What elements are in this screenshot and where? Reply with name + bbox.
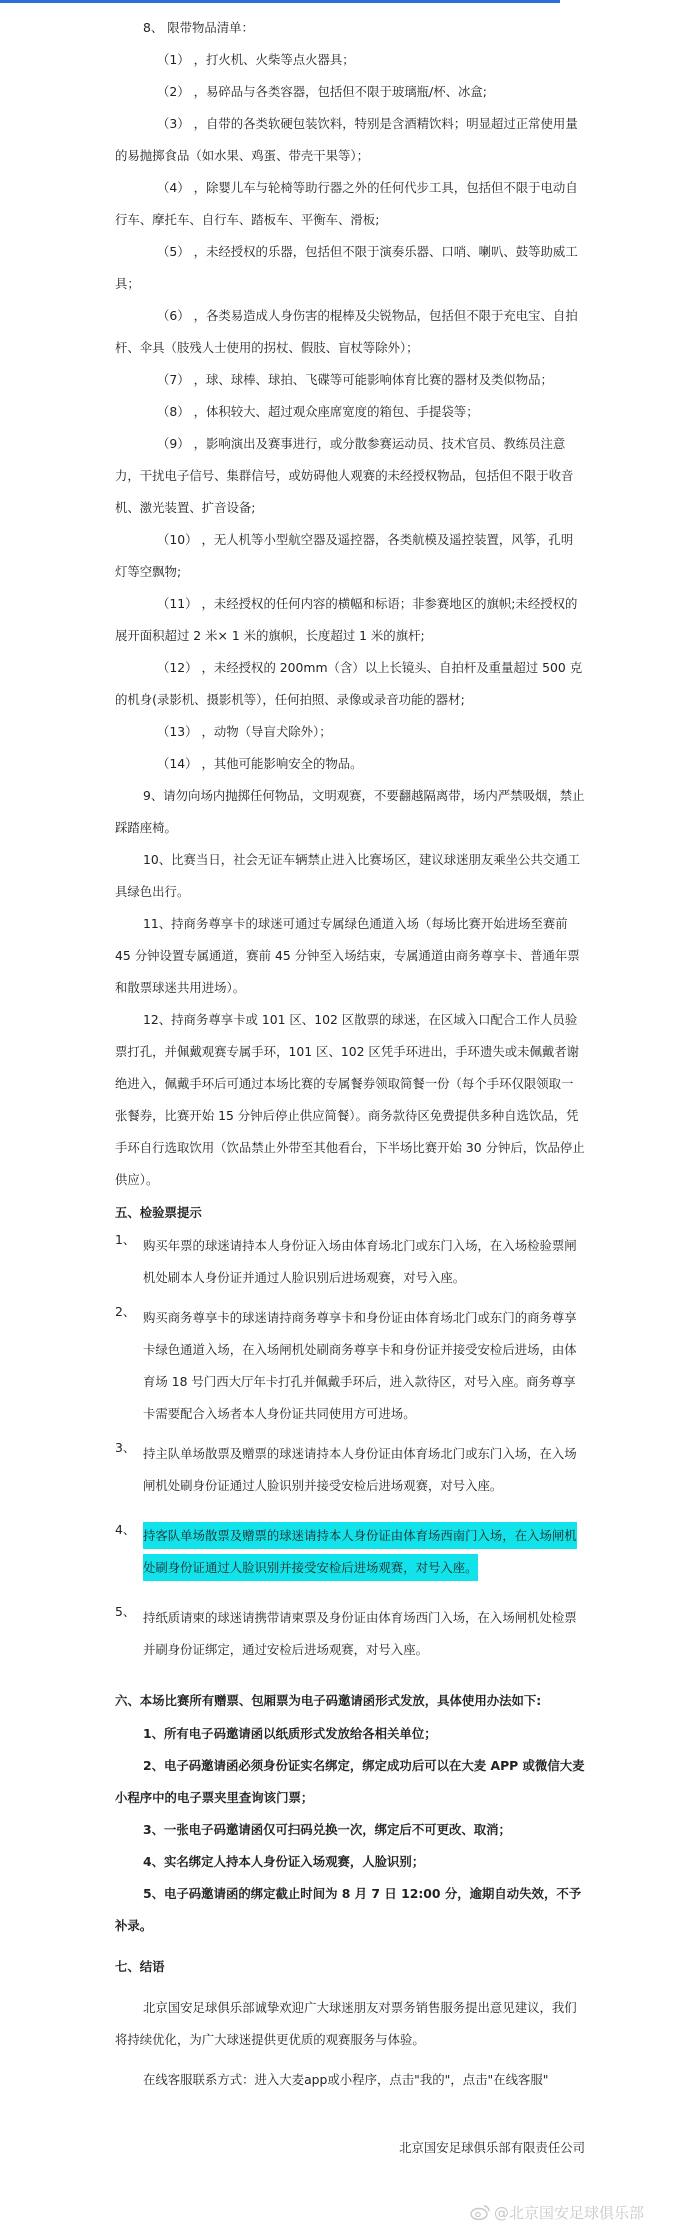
signature: 北京国安足球俱乐部有限责任公司 (399, 2140, 585, 2155)
ticket-check-item (115, 1602, 585, 1666)
rule-9: 9、请勿向场内抛掷任何物品，文明观赛，不要翻越隔离带，场内严禁吸烟，禁止踩踏座椅。 (115, 788, 585, 835)
prohibited-item: （14） ，其他可能影响安全的物品。 (157, 756, 363, 771)
item-number: 2、 (115, 1304, 136, 1319)
highlighted-text: 持客队单场散票及赠票的球迷请持本人身份证由体育场西南门入场，在入场闸机处刷身份证通过人脸识别并接受安检后进场观赛，对号入座。 (143, 1522, 577, 1581)
section-6-item: 3、一张电子码邀请函仅可扫码兑换一次，绑定后不可更改、取消； (143, 1822, 511, 1837)
section-6-item: 2、电子码邀请函必须身份证实名绑定，绑定成功后可以在大麦 APP 或微信大麦小程序中的电子票夹里查询该门票； (115, 1758, 585, 1805)
prohibited-item: （4） ，除婴儿车与轮椅等助行器之外的任何代步工具，包括但不限于电动自行车、摩托车、自行车、踏板车、平衡车、滑板; (115, 180, 578, 227)
top-rule (0, 0, 560, 3)
prohibited-item: （6） ，各类易造成人身伤害的棍棒及尖锐物品，包括但不限于充电宝、自拍杆、伞具（肢残人士使用的拐杖、假肢、盲杖等除外）； (115, 308, 578, 355)
rule-12: 12、持商务尊享卡或 101 区、102 区散票的球迷，在区域入口配合工作人员验票打孔，并佩戴观赛专属手环，101 区、102 区凭手环进出，手环遗失或未佩戴者谢绝进入，佩戴手环后可通过本场比赛的专属餐券领取简餐一份（每个手环仅限领取一张餐券，比赛开始 15 分钟后停止供应简餐）。商务款待区免费提供多种自选饮品，凭手环自行选取饮用（饮品禁止外带至其他看台，下半场比赛开始 30 分钟后，饮品停止供应）。 (115, 1012, 585, 1187)
prohibited-item: （8） ，体积较大、超过观众座席宽度的箱包、手提袋等； (157, 404, 479, 419)
prohibited-item: （11） ，未经授权的任何内容的横幅和标语；非参赛地区的旗帜;未经授权的展开面积超过 2 米× 1 米的旗帜，长度超过 1 米的旗杆; (115, 596, 578, 643)
prohibited-heading: 8、 限带物品清单： (143, 20, 254, 35)
section-6-title: 六、本场比赛所有赠票、包厢票为电子码邀请函形式发放，具体使用办法如下: (115, 1693, 542, 1708)
item-number: 5、 (115, 1604, 136, 1619)
prohibited-item: （7） ，球、球棒、球拍、飞碟等可能影响体育比赛的器材及类似物品； (157, 372, 553, 387)
closing-paragraph: 北京国安足球俱乐部诚挚欢迎广大球迷朋友对票务销售服务提出意见建议，我们将持续优化，为广大球迷提供更优质的观赛服务与体验。 (115, 2000, 577, 2047)
item-number: 3、 (115, 1440, 136, 1455)
prohibited-item: （13） ，动物（导盲犬除外）； (157, 724, 332, 739)
prohibited-item: （3） ，自带的各类软硬包装饮料，特别是含酒精饮料；明显超过正常使用量的易抛掷食品（如水果、鸡蛋、带壳干果等）； (115, 116, 578, 163)
prohibited-item: （12） ，未经授权的 200mm（含）以上长镜头、自拍杆及重量超过 500 克的机身(录影机、摄影机等），任何拍照、录像或录音功能的器材; (115, 660, 583, 707)
prohibited-item: （2） ，易碎品与各类容器，包括但不限于玻璃瓶/杯、冰盒; (157, 84, 487, 99)
item-number: 4、 (115, 1522, 136, 1537)
contact-line: 在线客服联系方式：进入大麦app或小程序，点击"我的"，点击"在线客服" (143, 2072, 549, 2087)
ticket-check-item (115, 1438, 585, 1502)
section-6-item: 4、实名绑定人持本人身份证入场观赛，人脸识别； (143, 1854, 425, 1869)
prohibited-item: （9） ，影响演出及赛事进行，或分散参赛运动员、技术官员、教练员注意力，干扰电子信号、集群信号，或妨碍他人观赛的未经授权物品，包括但不限于收音机、激光装置、扩音设备; (115, 436, 574, 515)
section-7-title: 七、结语 (115, 1959, 165, 1974)
item-text: 持主队单场散票及赠票的球迷请持本人身份证由体育场北门或东门入场，在入场闸机处刷身份证通过人脸识别并接受安检后进场观赛，对号入座。 (143, 1446, 577, 1493)
item-text: 持纸质请柬的球迷请携带请柬票及身份证由体育场西门入场，在入场闸机处检票并刷身份证绑定，通过安检后进场观赛，对号入座。 (143, 1610, 577, 1657)
ticket-check-item (115, 1302, 585, 1430)
ticket-check-item (115, 1230, 585, 1294)
item-text: 购买商务尊享卡的球迷请持商务尊享卡和身份证由体育场北门或东门的商务尊享卡绿色通道入场，在入场闸机处刷商务尊享卡和身份证并接受安检后进场，由体育场 18 号门西大厅年卡打孔并佩戴手环后，进入款待区，对号入座。商务尊享卡需要配合入场者本人身份证共同使用方可进场。 (143, 1310, 577, 1421)
prohibited-item: （5） ，未经授权的乐器，包括但不限于演奏乐器、口哨、喇叭、鼓等助威工具； (115, 244, 578, 291)
rule-11: 11、持商务尊享卡的球迷可通过专属绿色通道入场（每场比赛开始进场至赛前 45 分钟设置专属通道，赛前 45 分钟至入场结束，专属通道由商务尊享卡、普通年票和散票球迷共用进场）。 (115, 916, 580, 995)
prohibited-list (115, 44, 585, 780)
section-5-title: 五、检验票提示 (115, 1205, 202, 1220)
prohibited-item: （10） ，无人机等小型航空器及遥控器，各类航模及遥控装置，风筝，孔明灯等空飘物; (115, 532, 574, 579)
prohibited-item: （1） ，打火机、火柴等点火器具； (157, 52, 355, 67)
section-6-item: 5、电子码邀请函的绑定截止时间为 8 月 7 日 12:00 分，逾期自动失效，不予补录。 (115, 1886, 582, 1933)
weibo-watermark (470, 2200, 695, 2224)
item-number: 1、 (115, 1232, 136, 1247)
ticket-check-item-highlighted (115, 1520, 585, 1584)
rule-10: 10、比赛当日，社会无证车辆禁止进入比赛场区，建议球迷朋友乘坐公共交通工具绿色出行。 (115, 852, 581, 899)
item-text: 购买年票的球迷请持本人身份证入场由体育场北门或东门入场，在入场检验票闸机处刷本人身份证并通过人脸识别后进场观赛，对号入座。 (143, 1238, 577, 1285)
watermark-text: @北京国安足球俱乐部 (494, 2203, 645, 2222)
document-body (115, 12, 585, 2164)
weibo-icon (470, 2204, 490, 2220)
section-6-item: 1、所有电子码邀请函以纸质形式发放给各相关单位； (143, 1726, 437, 1741)
